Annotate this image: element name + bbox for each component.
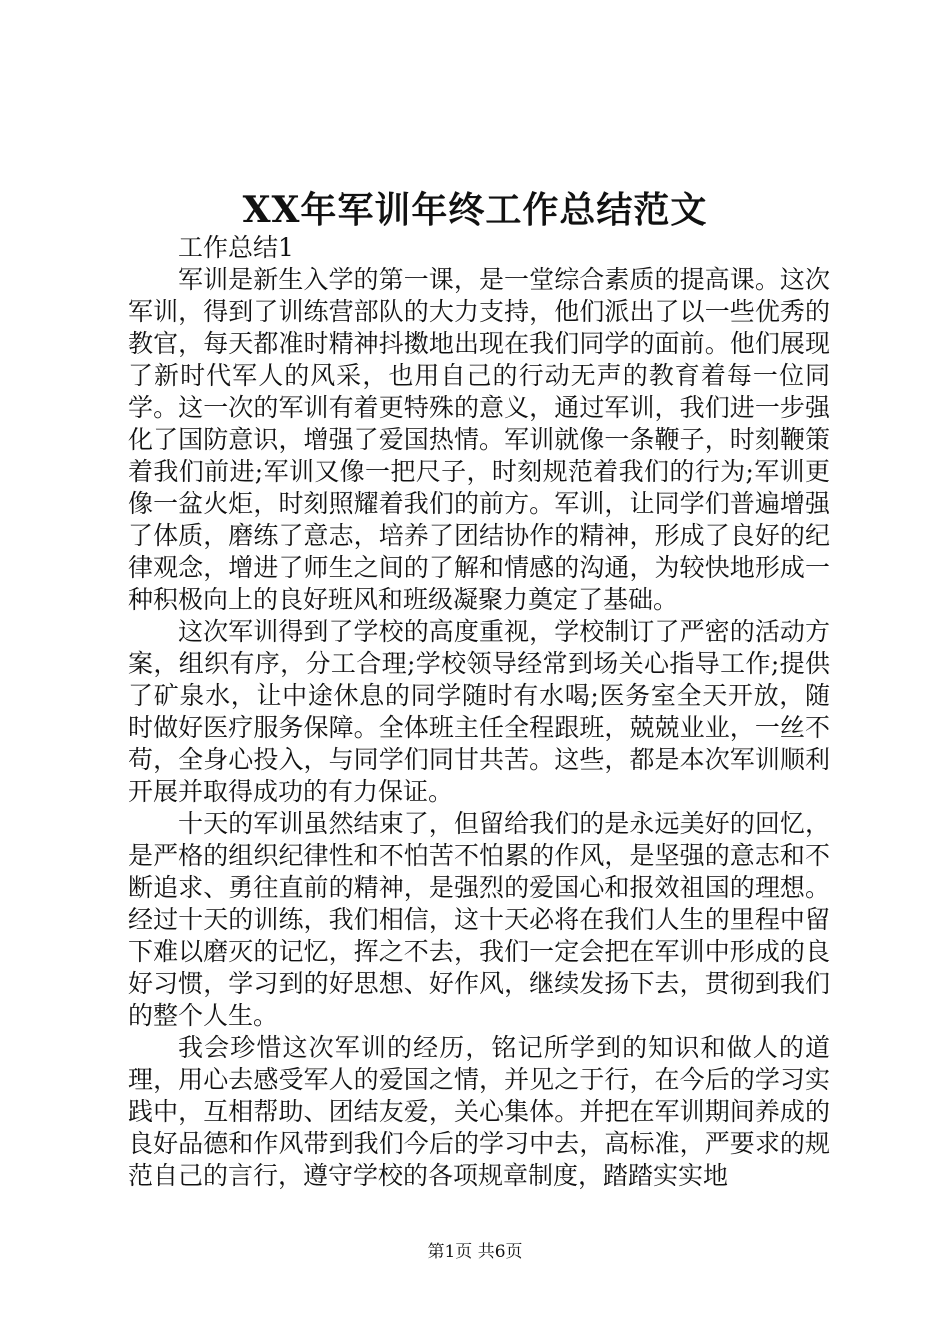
paragraph-2: 这次军训得到了学校的高度重视，学校制订了严密的活动方案，组织有序，分工合理;学校领导经常到场关心指导工作;提供了矿泉水，让中途休息的同学随时有水喝;医务室全天开放，随时做好医疗服务保障。全体班主任全程跟班，兢兢业业，一丝不苟，全身心投入，与同学们同甘共苦。这些，都是本次军训顺利开展并取得成功的有力保证。 <box>128 617 830 806</box>
page-title: XX年军训年终工作总结范文 <box>242 189 708 231</box>
section-heading: 工作总结1 <box>178 233 294 262</box>
paragraph-3: 十天的军训虽然结束了，但留给我们的是永远美好的回忆，是严格的组织纪律性和不怕苦不怕累的作风，是坚强的意志和不断追求、勇往直前的精神，是强烈的爱国心和报效祖国的理想。经过十天的训练，我们相信，这十天必将在我们人生的里程中留下难以磨灭的记忆，挥之不去，我们一定会把在军训中形成的良好习惯，学习到的好思想、好作风，继续发扬下去，贯彻到我们的整个人生。 <box>128 809 830 1030</box>
paragraph-1: 军训是新生入学的第一课，是一堂综合素质的提高课。这次军训，得到了训练营部队的大力支持，他们派出了以一些优秀的教官，每天都准时精神抖擞地出现在我们同学的面前。他们展现了新时代军人的风采，也用自己的行动无声的教育着每一位同学。这一次的军训有着更特殊的意义，通过军训，我们进一步强化了国防意识，增强了爱国热情。军训就像一条鞭子，时刻鞭策着我们前进;军训又像一把尺子，时刻规范着我们的行为;军训更像一盆火炬，时刻照耀着我们的前方。军训，让同学们普遍增强了体质，磨练了意志，培养了团结协作的精神，形成了良好的纪律观念，增进了师生之间的了解和情感的沟通，为较快地形成一种积极向上的良好班风和班级凝聚力奠定了基础。 <box>128 265 830 614</box>
document-body <box>128 232 830 1192</box>
paragraph-4: 我会珍惜这次军训的经历，铭记所学到的知识和做人的道理，用心去感受军人的爱国之情，并见之于行，在今后的学习实践中，互相帮助、团结友爱，关心集体。并把在军训期间养成的良好品德和作风带到我们今后的学习中去，高标准，严要求的规范自己的言行，遵守学校的各项规章制度，踏踏实实地 <box>128 1033 830 1190</box>
page-number-footer: 第1页 共6页 <box>427 1242 523 1262</box>
